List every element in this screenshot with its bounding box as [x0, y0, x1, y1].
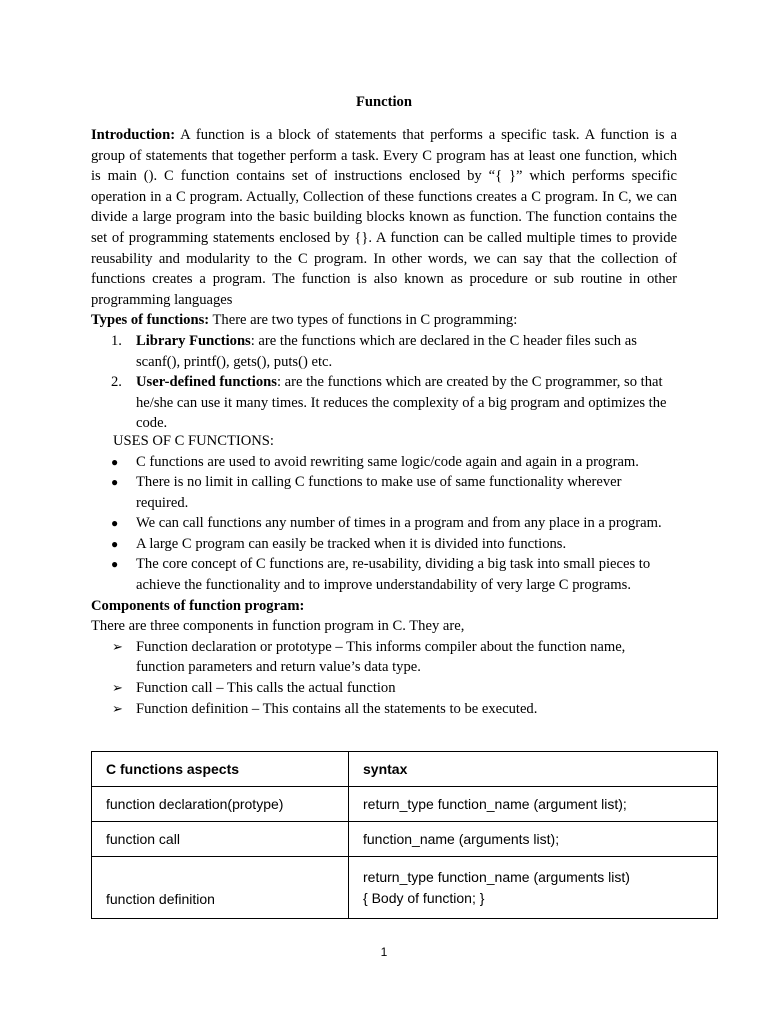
table-cell	[349, 857, 718, 919]
bullet-icon: ●	[111, 536, 119, 551]
table-row	[92, 822, 718, 857]
table-cell: function definition	[92, 857, 349, 919]
bullet-icon: ●	[111, 475, 119, 490]
table-cell: function_name (arguments list);	[349, 822, 718, 857]
list-text: C functions are used to avoid rewriting same logic/code again and again in a program.	[136, 453, 639, 470]
list-text: We can call functions any number of times in a program and from any place in a program.	[136, 515, 662, 532]
uses-heading	[113, 431, 677, 452]
list-item	[91, 554, 677, 595]
table-header-row	[92, 752, 718, 787]
document-page	[91, 92, 677, 719]
syntax-line: return_type function_name (arguments list)	[363, 868, 630, 885]
page-title: Function	[356, 94, 412, 110]
list-text: : are the functions which are created by the C programmer, so that he/she can use it many times. It reduces the complexity of a big program and optimizes the code.	[136, 374, 667, 432]
list-item	[91, 452, 677, 473]
types-text: There are two types of functions in C programming:	[209, 312, 518, 329]
table-header-cell: syntax	[349, 752, 718, 787]
list-item	[91, 678, 677, 699]
components-heading-text: Components of function program:	[91, 597, 305, 614]
table-header-cell: C functions aspects	[92, 752, 349, 787]
components-heading	[91, 596, 677, 617]
list-text: There is no limit in calling C functions to make use of same functionality wherever required.	[136, 474, 622, 511]
intro-paragraph	[91, 125, 677, 310]
components-list	[91, 637, 677, 719]
list-text: Function definition – This contains all the statements to be executed.	[136, 700, 538, 717]
list-item	[91, 699, 677, 720]
components-intro: There are three components in function program in C. They are,	[91, 618, 465, 635]
arrow-bullet-icon: ➢	[112, 700, 123, 716]
list-term: User-defined functions	[136, 374, 277, 391]
list-text: Function declaration or prototype – This informs compiler about the function name, function parameters and return value’s data type.	[136, 638, 626, 676]
intro-label: Introduction:	[91, 127, 176, 143]
list-text: A large C program can easily be tracked when it is divided into functions.	[136, 535, 567, 552]
types-label: Types of functions:	[91, 312, 210, 329]
uses-heading-colon: :	[269, 432, 274, 449]
arrow-bullet-icon: ➢	[112, 638, 123, 654]
list-text: Function call – This calls the actual function	[136, 680, 396, 697]
list-item	[91, 372, 677, 434]
bullet-icon: ●	[111, 454, 119, 469]
list-item	[91, 472, 677, 513]
bullet-icon: ●	[111, 516, 119, 531]
page-number: 1	[380, 945, 388, 959]
list-term: Library Functions	[136, 332, 251, 349]
table-row	[92, 857, 718, 919]
function-aspects-table	[91, 751, 718, 919]
syntax-line: { Body of function; }	[363, 889, 485, 906]
table-cell: return_type function_name (argument list);	[349, 787, 718, 822]
list-item	[91, 513, 677, 534]
list-number: 2.	[111, 374, 122, 391]
uses-list	[91, 452, 677, 596]
bullet-icon: ●	[111, 557, 119, 572]
list-number: 1.	[111, 332, 122, 349]
uses-heading-text: USES OF C FUNCTIONS	[113, 432, 270, 449]
list-item	[91, 534, 677, 555]
list-text: : are the functions which are declared in the C header files such as scanf(), printf(), gets(), puts() etc.	[136, 332, 637, 370]
list-item	[91, 637, 677, 678]
list-text: The core concept of C functions are, re-usability, dividing a big task into small pieces to achieve the functionality and to improve understandability of very large C programs.	[136, 556, 651, 594]
arrow-bullet-icon: ➢	[112, 680, 123, 696]
types-list	[91, 331, 677, 434]
table-cell: function declaration(protype)	[92, 787, 349, 822]
types-paragraph	[91, 310, 677, 331]
intro-text: A function is a block of statements that performs a specific task. A function is a group of statements that together perform a task. Every C program has at least one function, which is main (). C function contains set of instructions enclosed by “{ }” which performs specific operation in a C program. Actually, Collection of these functions creates a C program. In C, we can divide a large program into the basic building blocks known as function. The function contains the set of programming statements enclosed by {}. A function can be called multiple times to provide reusability and modularity to the C program. In other words, we can say that the collection of functions creates a program. The function is also known as procedure or sub routine in other programming languages	[91, 127, 677, 308]
table-row	[92, 787, 718, 822]
list-item	[91, 331, 677, 372]
table-cell: function call	[92, 822, 349, 857]
